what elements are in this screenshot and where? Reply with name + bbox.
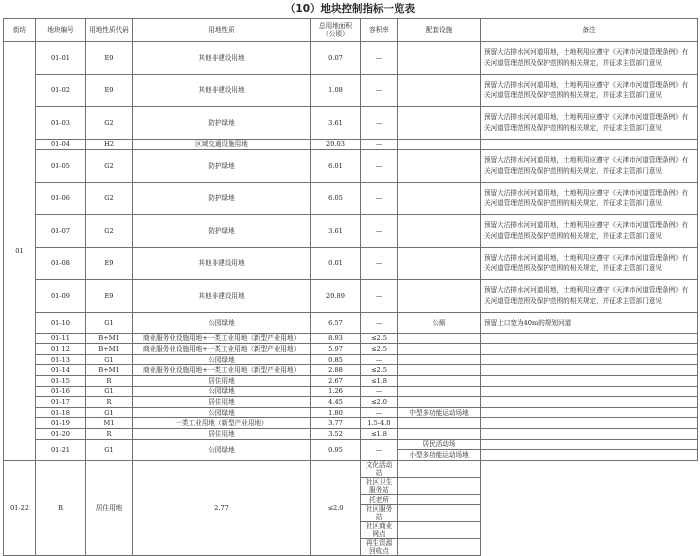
cell-remark: 预留大沽排水河河道用地，土地利用应遵守《天津市河道管理条例》有关河道管理范围及保护范围的相关规定，并征求主管部门意见 xyxy=(481,247,698,280)
cell-code: G1 xyxy=(86,354,133,365)
cell-facility xyxy=(398,42,481,75)
cell-nature: 居住用地 xyxy=(133,428,311,439)
cell-nature: 公园绿地 xyxy=(133,439,311,460)
cell-plot: 01-06 xyxy=(36,182,86,215)
cell-far: — xyxy=(361,42,398,75)
cell-plot: 01-21 xyxy=(36,439,86,460)
cell-far: ≤2.5 xyxy=(361,365,398,376)
table-row xyxy=(4,418,698,429)
cell-code: G1 xyxy=(86,386,133,397)
cell-remark: 预留大沽排水河河道用地，土地利用应遵守《天津市河道管理条例》有关河道管理范围及保护范围的相关规定，并征求主管部门意见 xyxy=(481,74,698,107)
cell-facility xyxy=(398,418,481,429)
cell-facility: 社区卫生服务站 xyxy=(361,477,398,494)
table-row xyxy=(4,215,698,248)
cell-facility: 公厕 xyxy=(398,312,481,333)
cell-facility: 社区商业网点 xyxy=(361,522,398,539)
cell-remark: 预留大沽排水河河道用地，土地利用应遵守《天津市河道管理条例》有关河道管理范围及保护范围的相关规定，并征求主管部门意见 xyxy=(481,42,698,75)
cell-far: ≤2.5 xyxy=(361,333,398,344)
table-row xyxy=(4,107,698,140)
cell-nature: 公园绿地 xyxy=(133,407,311,418)
table-row xyxy=(4,386,698,397)
cell-far: — xyxy=(361,247,398,280)
cell-nature: 其他非建设用地 xyxy=(133,247,311,280)
table-row xyxy=(4,247,698,280)
cell-plot: 01-09 xyxy=(36,280,86,313)
cell-remark xyxy=(481,333,698,344)
cell-nature: 防护绿地 xyxy=(133,150,311,183)
cell-plot: 01-10 xyxy=(36,312,86,333)
cell-far: — xyxy=(361,139,398,150)
cell-facility xyxy=(398,182,481,215)
cell-remark: 预留大沽排水河河道用地，土地利用应遵守《天津市河道管理条例》有关河道管理范围及保护范围的相关规定，并征求主管部门意见 xyxy=(481,182,698,215)
cell-remark xyxy=(481,354,698,365)
cell-area: 0.95 xyxy=(311,439,361,460)
cell-nature: 公园绿地 xyxy=(133,386,311,397)
table-row xyxy=(4,397,698,408)
cell-code: H2 xyxy=(86,139,133,150)
cell-code: E9 xyxy=(86,42,133,75)
cell-facility xyxy=(398,215,481,248)
cell-remark xyxy=(481,428,698,439)
cell-code: G2 xyxy=(86,107,133,140)
page-title: （10）地块控制指标一览表 xyxy=(284,3,416,15)
cell-code: G1 xyxy=(86,312,133,333)
cell-facility xyxy=(398,333,481,344)
cell-area: 6.01 xyxy=(311,150,361,183)
cell-remark: 预留大沽排水河河道用地，土地利用应遵守《天津市河道管理条例》有关河道管理范围及保护范围的相关规定，并征求主管部门意见 xyxy=(481,107,698,140)
cell-facility: 托老所 xyxy=(361,494,398,505)
cell-nature: 防护绿地 xyxy=(133,215,311,248)
cell-far: — xyxy=(361,215,398,248)
table-row xyxy=(4,439,698,450)
cell-area: 1.26 xyxy=(311,386,361,397)
cell-nature: 公园绿地 xyxy=(133,312,311,333)
cell-code: R xyxy=(36,460,86,556)
cell-facility xyxy=(398,428,481,439)
cell-facility xyxy=(398,74,481,107)
header-facilities: 配套设施 xyxy=(398,19,481,42)
cell-plot: 01-02 xyxy=(36,74,86,107)
cell-facility: 再生资源回收点 xyxy=(361,539,398,556)
table-row xyxy=(4,139,698,150)
cell-area: 0.85 xyxy=(311,354,361,365)
cell-nature: 其他非建设用地 xyxy=(133,280,311,313)
cell-nature: 防护绿地 xyxy=(133,107,311,140)
table-row xyxy=(4,344,698,355)
header-nature: 用地性质 xyxy=(133,19,311,42)
cell-facility xyxy=(398,247,481,280)
table-row xyxy=(4,407,698,418)
cell-plot: 01-13 xyxy=(36,354,86,365)
cell-code: B+M1 xyxy=(86,365,133,376)
cell-far: ≤2.5 xyxy=(361,344,398,355)
cell-plot: 01-22 xyxy=(4,460,36,556)
cell-area: 1.08 xyxy=(311,74,361,107)
header-district: 街坊 xyxy=(4,19,36,42)
cell-area: 0.01 xyxy=(311,247,361,280)
header-area: 总用地面积（公顷） xyxy=(311,19,361,42)
cell-far: ≤1.8 xyxy=(361,428,398,439)
cell-remark xyxy=(481,397,698,408)
cell-facility xyxy=(398,280,481,313)
cell-remark: 预留上口宽为40m的规划河道 xyxy=(481,312,698,333)
cell-area: 0.07 xyxy=(311,42,361,75)
cell-plot: 01-17 xyxy=(36,397,86,408)
cell-nature: 区域交通设施用地 xyxy=(133,139,311,150)
table-row xyxy=(4,150,698,183)
cell-remark xyxy=(481,386,698,397)
table-row xyxy=(4,42,698,75)
cell-facility: 居民活动场 xyxy=(398,439,481,450)
cell-far: — xyxy=(361,150,398,183)
cell-plot: 01-19 xyxy=(36,418,86,429)
cell-plot: 01-15 xyxy=(36,375,86,386)
cell-code: G2 xyxy=(86,150,133,183)
cell-facility xyxy=(398,139,481,150)
cell-area: 5.97 xyxy=(311,344,361,355)
cell-facility: 社区服务站 xyxy=(361,505,398,522)
cell-far: — xyxy=(361,312,398,333)
cell-remark: 预留大沽排水河河道用地，土地利用应遵守《天津市河道管理条例》有关河道管理范围及保护范围的相关规定，并征求主管部门意见 xyxy=(481,280,698,313)
cell-code: R xyxy=(86,375,133,386)
cell-remark xyxy=(481,450,698,461)
cell-facility xyxy=(398,344,481,355)
cell-plot: 01-20 xyxy=(36,428,86,439)
cell-plot: 01-07 xyxy=(36,215,86,248)
cell-plot: 01-14 xyxy=(36,365,86,376)
cell-remark xyxy=(481,365,698,376)
header-far: 容积率 xyxy=(361,19,398,42)
table-row xyxy=(4,333,698,344)
cell-code: B+M1 xyxy=(86,344,133,355)
cell-nature: 居住用地 xyxy=(86,460,133,556)
cell-plot: 01-16 xyxy=(36,386,86,397)
header-code: 用地性质代码 xyxy=(86,19,133,42)
cell-facility: 小型多功能运动场地 xyxy=(398,450,481,461)
cell-code: G1 xyxy=(86,439,133,460)
cell-far: ≤2.0 xyxy=(361,397,398,408)
table-row xyxy=(4,460,698,477)
cell-remark xyxy=(481,439,698,450)
cell-area: 20.03 xyxy=(311,139,361,150)
table-row xyxy=(4,74,698,107)
cell-far: ≤1.8 xyxy=(361,375,398,386)
cell-far: — xyxy=(361,107,398,140)
cell-area: 2.88 xyxy=(311,365,361,376)
table-row xyxy=(4,365,698,376)
cell-area: 3.52 xyxy=(311,428,361,439)
cell-far: — xyxy=(361,439,398,460)
cell-facility: 文化活动站 xyxy=(361,460,398,477)
cell-nature: 商业服务业设施用地+一类工业用地（新型产业用地） xyxy=(133,333,311,344)
cell-area: 3.77 xyxy=(311,418,361,429)
cell-plot: 01-05 xyxy=(36,150,86,183)
cell-area: 3.61 xyxy=(311,215,361,248)
table-row xyxy=(4,428,698,439)
cell-code: G2 xyxy=(86,215,133,248)
cell-plot: 01-08 xyxy=(36,247,86,280)
cell-facility xyxy=(398,375,481,386)
cell-plot: 01-01 xyxy=(36,42,86,75)
header-row xyxy=(4,19,698,42)
cell-facility xyxy=(398,150,481,183)
cell-facility xyxy=(398,386,481,397)
cell-nature: 防护绿地 xyxy=(133,182,311,215)
district-cell: 01 xyxy=(4,42,36,461)
cell-nature: 其他非建设用地 xyxy=(133,74,311,107)
cell-area: 6.57 xyxy=(311,312,361,333)
cell-remark: 预留大沽排水河河道用地，土地利用应遵守《天津市河道管理条例》有关河道管理范围及保护范围的相关规定，并征求主管部门意见 xyxy=(481,215,698,248)
cell-nature: 居住用地 xyxy=(133,397,311,408)
cell-nature: 一类工业用地（新型产业用地） xyxy=(133,418,311,429)
cell-area: 6.05 xyxy=(311,182,361,215)
cell-far: ≤2.0 xyxy=(311,460,361,556)
cell-nature: 公园绿地 xyxy=(133,354,311,365)
cell-area: 4.45 xyxy=(311,397,361,408)
cell-plot: 01-04 xyxy=(36,139,86,150)
cell-code: B+M1 xyxy=(86,333,133,344)
cell-far: — xyxy=(361,354,398,365)
cell-plot: 01-11 xyxy=(36,333,86,344)
cell-nature: 居住用地 xyxy=(133,375,311,386)
cell-plot: 01-18 xyxy=(36,407,86,418)
table-body xyxy=(4,42,698,556)
cell-code: E9 xyxy=(86,280,133,313)
cell-code: E9 xyxy=(86,74,133,107)
cell-remark xyxy=(398,460,481,477)
cell-remark xyxy=(398,539,481,556)
cell-facility xyxy=(398,397,481,408)
cell-code: R xyxy=(86,428,133,439)
cell-far: 1.5-4.0 xyxy=(361,418,398,429)
cell-facility xyxy=(398,365,481,376)
cell-far: — xyxy=(361,386,398,397)
cell-plot: 01-03 xyxy=(36,107,86,140)
cell-remark xyxy=(481,407,698,418)
cell-remark: 预留大沽排水河河道用地，土地利用应遵守《天津市河道管理条例》有关河道管理范围及保护范围的相关规定，并征求主管部门意见 xyxy=(481,150,698,183)
cell-remark xyxy=(481,418,698,429)
cell-nature: 商业服务业设施用地+一类工业用地（新型产业用地） xyxy=(133,344,311,355)
cell-remark xyxy=(398,522,481,539)
cell-code: G2 xyxy=(86,182,133,215)
cell-code: M1 xyxy=(86,418,133,429)
cell-plot: 01 12 xyxy=(36,344,86,355)
cell-area: 1.80 xyxy=(311,407,361,418)
cell-remark xyxy=(481,344,698,355)
cell-far: — xyxy=(361,182,398,215)
cell-area: 2.77 xyxy=(133,460,311,556)
cell-facility: 中型多功能运动场地 xyxy=(398,407,481,418)
table-row xyxy=(4,280,698,313)
land-control-table xyxy=(3,18,698,556)
header-remarks: 备注 xyxy=(481,19,698,42)
table-row xyxy=(4,312,698,333)
cell-facility xyxy=(398,107,481,140)
table-row xyxy=(4,375,698,386)
cell-code: R xyxy=(86,397,133,408)
cell-remark xyxy=(398,477,481,494)
table-row xyxy=(4,354,698,365)
header-plot: 地块编号 xyxy=(36,19,86,42)
cell-remark xyxy=(398,505,481,522)
cell-remark xyxy=(481,139,698,150)
cell-facility xyxy=(398,354,481,365)
cell-code: E9 xyxy=(86,247,133,280)
cell-far: — xyxy=(361,74,398,107)
cell-area: 2.67 xyxy=(311,375,361,386)
cell-remark xyxy=(481,375,698,386)
cell-area: 3.61 xyxy=(311,107,361,140)
cell-far: — xyxy=(361,407,398,418)
cell-area: 20.89 xyxy=(311,280,361,313)
cell-remark xyxy=(398,494,481,505)
cell-nature: 其他非建设用地 xyxy=(133,42,311,75)
table-row xyxy=(4,182,698,215)
cell-code: G1 xyxy=(86,407,133,418)
cell-far: — xyxy=(361,280,398,313)
cell-nature: 商业服务业设施用地+一类工业用地（新型产业用地） xyxy=(133,365,311,376)
cell-area: 8.93 xyxy=(311,333,361,344)
